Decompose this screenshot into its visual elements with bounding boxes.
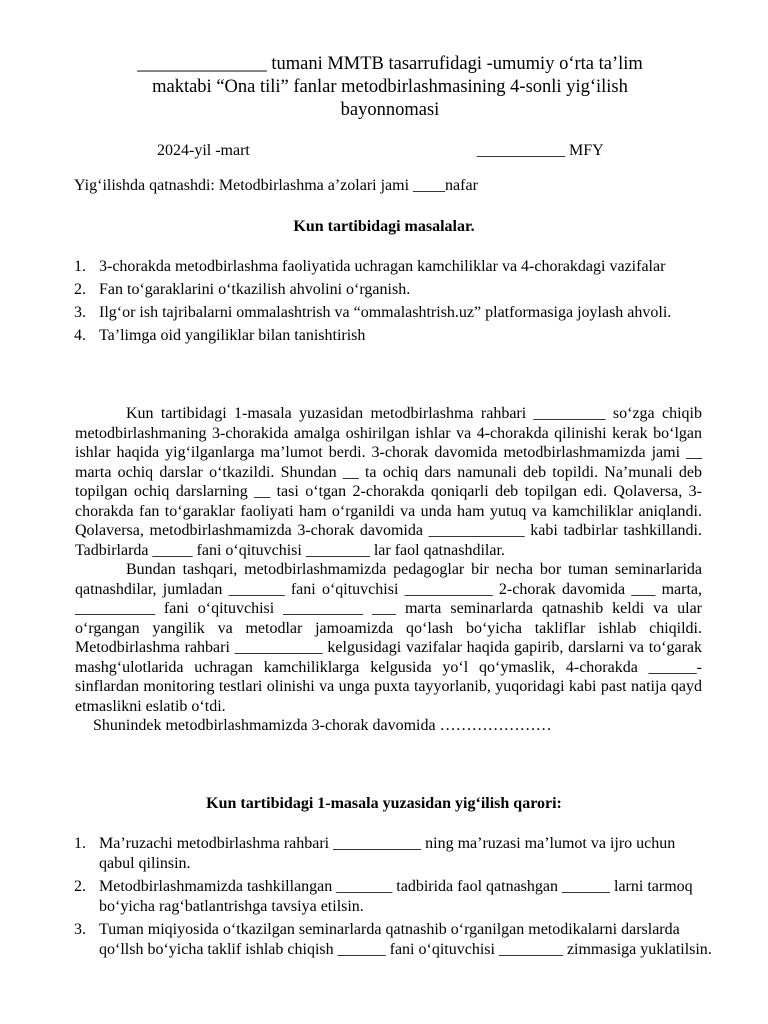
body-paragraph-2: Bundan tashqari, metodbirlashmamizda pedagoglar bir necha bor tuman seminarlarida qatnashdilar, jumladan _______ fani o‘qituvchisi ___________ 2-chorak davomida ___ marta, __________ fani o‘qituvchisi __________ ___ marta seminarlarda qatnashib keldi va ular o‘rgangan yangilik va metodlar jamoamizda qo‘lash bo‘yicha takliflar ishlab chiqildi. Metodbirlashma rahbari ___________ kelgusidagi vazifalar haqida gapirib, darslarni va to‘garak mashg‘ulotlarida uchragan kamchiliklarga kelgusida yo‘l qo‘ymaslik, 4-chorakda ______-sinflardan monitoring testlari olinishi va unga puxta tayyorlanib, yuqoridagi kabi past natija qayd etmaslikni eslatib o‘tdi. — [75, 561, 702, 715]
title-line-2: maktabi “Ona tili” fanlar metodbirlashmasining 4-sonli yig‘ilish — [152, 77, 628, 97]
list-number: 1. — [74, 835, 86, 852]
decision-list — [74, 834, 714, 963]
list-item — [74, 834, 714, 874]
decision-heading: Kun tartibidagi 1-masala yuzasidan yig‘ilish qarori: — [206, 795, 562, 812]
list-text: Metodbirlashmamizda tashkillangan _______ tadbirida faol qatnashgan ______ larni tarmoq bo‘yicha rag‘batlantrishga tavsiya etilsin. — [99, 878, 693, 915]
list-number: 1. — [74, 258, 86, 275]
list-item — [74, 280, 714, 300]
list-item — [74, 303, 714, 323]
list-item — [74, 257, 714, 277]
list-item — [74, 326, 714, 346]
meeting-date: 2024-yil -mart — [157, 142, 250, 159]
list-item — [74, 877, 714, 917]
agenda-heading: Kun tartibidagi masalalar. — [293, 218, 475, 235]
list-text: Tuman miqiyosida o‘tkazilgan seminarlarda qatnashib o‘rganilgan metodikalarni darslarda qo‘llsh bo‘yicha taklif ishlab chiqish ______ fani o‘qituvchisi ________ zimmasiga yuklatilsin. — [99, 921, 712, 958]
list-number: 3. — [74, 304, 86, 321]
agenda-list — [74, 257, 714, 349]
list-number: 2. — [74, 281, 86, 298]
list-text: Fan to‘garaklarini o‘tkazilish ahvolini o‘rganish. — [99, 281, 411, 298]
list-number: 4. — [74, 327, 86, 344]
document-title — [70, 53, 710, 122]
list-text: Ma’ruzachi metodbirlashma rahbari ___________ ning ma’ruzasi ma’lumot va ijro uchun qabul qilinsin. — [99, 835, 676, 872]
list-item — [74, 920, 714, 960]
attendance-line: Yig‘ilishda qatnashdi: Metodbirlashma a’zolari jami ____nafar — [74, 177, 478, 194]
body-paragraph-3: Shunindek metodbirlashmamizda 3-chorak davomida ………………… — [93, 717, 552, 734]
title-line-1: ______________ tumani MMTB tasarrufidagi -umumiy o‘rta ta’lim — [137, 54, 643, 74]
title-line-3: bayonnomasi — [340, 100, 440, 120]
body-paragraph-1: Kun tartibidagi 1-masala yuzasidan metodbirlashma rahbari _________ so‘zga chiqib metodbirlashmaning 3-chorakida amalga oshirilgan ishlar va 4-chorakda qilinishi kerak bo‘lgan ishlar haqida yig‘ilganlarga ma’lumot berdi. 3-chorak davomida metodbirlashmamizda jami __ marta ochiq darslar o‘tkazildi. Shundan __ ta ochiq dars namunali deb topildi. Na’munali deb topilgan ochiq darslarning __ tasi o‘tgan 2-chorakda qoniqarli deb topilgan edi. Qolaversa, 3-chorakda fan to‘garaklar faoliyati ham o‘rganildi va unda ham yutuq va kamchiliklar aniqlandi. Qolaversa, metodbirlashmamizda 3-chorak davomida ____________ kabi tadbirlar tashkillandi. Tadbirlarda _____ fani o‘qituvchisi ________ lar faol qatnashdilar. — [75, 405, 702, 559]
report-body — [75, 404, 702, 736]
list-text: Ta’limga oid yangiliklar bilan tanishtirish — [99, 327, 366, 344]
list-number: 2. — [74, 878, 86, 895]
list-text: 3-chorakda metodbirlashma faoliyatida uchragan kamchiliklar va 4-chorakdagi vazifalar — [99, 258, 666, 275]
list-number: 3. — [74, 921, 86, 938]
list-text: Ilg‘or ish tajribalarni ommalashtrish va “ommalashtrish.uz” platformasiga joylash ahvoli. — [99, 304, 672, 321]
mfy-label: ___________ MFY — [477, 142, 604, 159]
